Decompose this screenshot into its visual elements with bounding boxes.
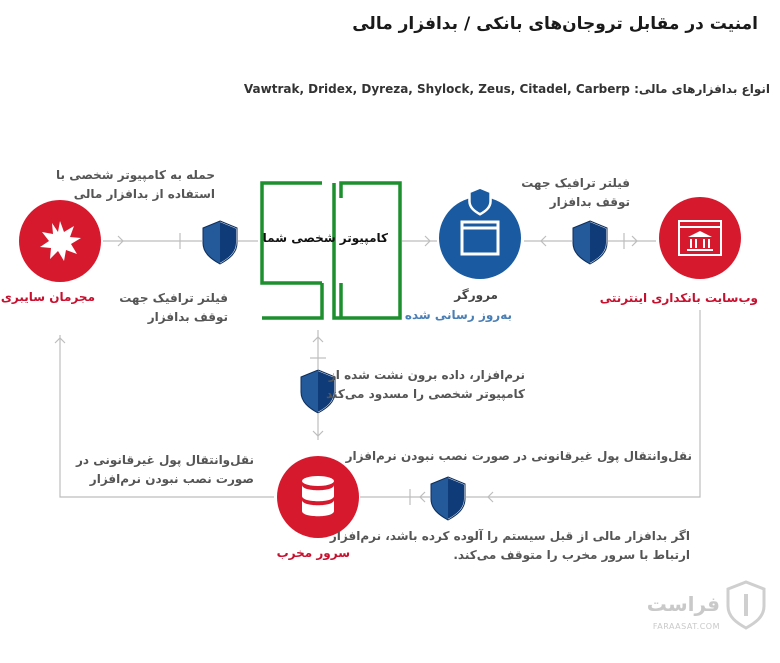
filter-right-line-2: توقف بدافزار: [549, 195, 630, 209]
shield-icon: [573, 221, 607, 264]
bank-label: وب‌سایت بانکداری اینترنتی: [599, 291, 758, 305]
pc-label: کامپیوتر شخصی شما: [262, 231, 388, 245]
bank-node: [659, 197, 741, 279]
transfer-left-line-2: صورت نصب نبودن نرم‌افزار: [89, 472, 254, 486]
logo-domain: FARAASAT.COM: [652, 622, 720, 631]
logo-shield-icon: [728, 582, 764, 628]
malware-types-label: انواع بدافزارهای مالی:: [634, 82, 770, 96]
shield-icon: [431, 477, 465, 520]
server-label: سرور مخرب: [276, 546, 350, 560]
infected-line-2: ارتباط با سرور مخرب را متوقف می‌کند.: [453, 548, 690, 562]
attack-line-2: استفاده از بدافزار مالی: [73, 187, 215, 201]
browser-label: مرورگر: [454, 288, 498, 302]
title-main: امنیت در مقابل تروجان‌های بانکی: [476, 14, 758, 34]
filter-right-line-1: فیلتر ترافیک جهت: [521, 176, 630, 190]
attack-line-1: حمله به کامپیوتر شخصی با: [56, 168, 215, 182]
block-annotation: [326, 366, 525, 404]
infected-annotation: [330, 527, 690, 565]
transfer-left-line-1: نقل‌وانتقال پول غیرقانونی در: [75, 453, 254, 467]
pc-stand: [262, 283, 322, 318]
transfer-right-line: نقل‌وانتقال پول غیرقانونی در صورت نصب نبودن نرم‌افزار: [345, 449, 692, 463]
title-separator: /: [464, 14, 471, 34]
filter-right-annotation: [521, 174, 630, 212]
pc-tower-outline: [334, 183, 400, 318]
transfer-right-annotation: [346, 447, 692, 466]
malware-types-list: Vawtrak, Dridex, Dyreza, Shylock, Zeus, Citadel, Carberp: [243, 82, 630, 96]
server-node: [277, 456, 359, 538]
pc-node: [262, 183, 400, 318]
browser-node: [439, 188, 521, 279]
filter-left-line-1: فیلتر ترافیک جهت: [119, 291, 228, 305]
logo-name: فراست: [646, 592, 720, 616]
shield-icon: [203, 221, 237, 264]
title-sub: بدافزار مالی: [352, 14, 458, 34]
block-line-1: نرم‌افزار، داده برون نشت شده از: [328, 368, 525, 382]
criminals-label: مجرمان سایبری: [0, 290, 95, 304]
database-icon: [302, 476, 334, 516]
browser-shield-icon: [469, 188, 490, 215]
transfer-left-annotation: [76, 451, 254, 489]
infected-line-1: اگر بدافزار مالی از قبل سیستم را آلوده کرده باشد، نرم‌افزار: [329, 529, 690, 543]
browser-status-label: به‌روز رسانی شده: [404, 308, 512, 322]
criminals-node: [19, 200, 101, 282]
filter-left-annotation: [119, 289, 228, 327]
filter-left-line-2: توقف بدافزار: [147, 310, 228, 324]
attack-annotation: [56, 166, 215, 204]
block-line-2: کامپیوتر شخصی را مسدود می‌کند: [326, 387, 525, 401]
